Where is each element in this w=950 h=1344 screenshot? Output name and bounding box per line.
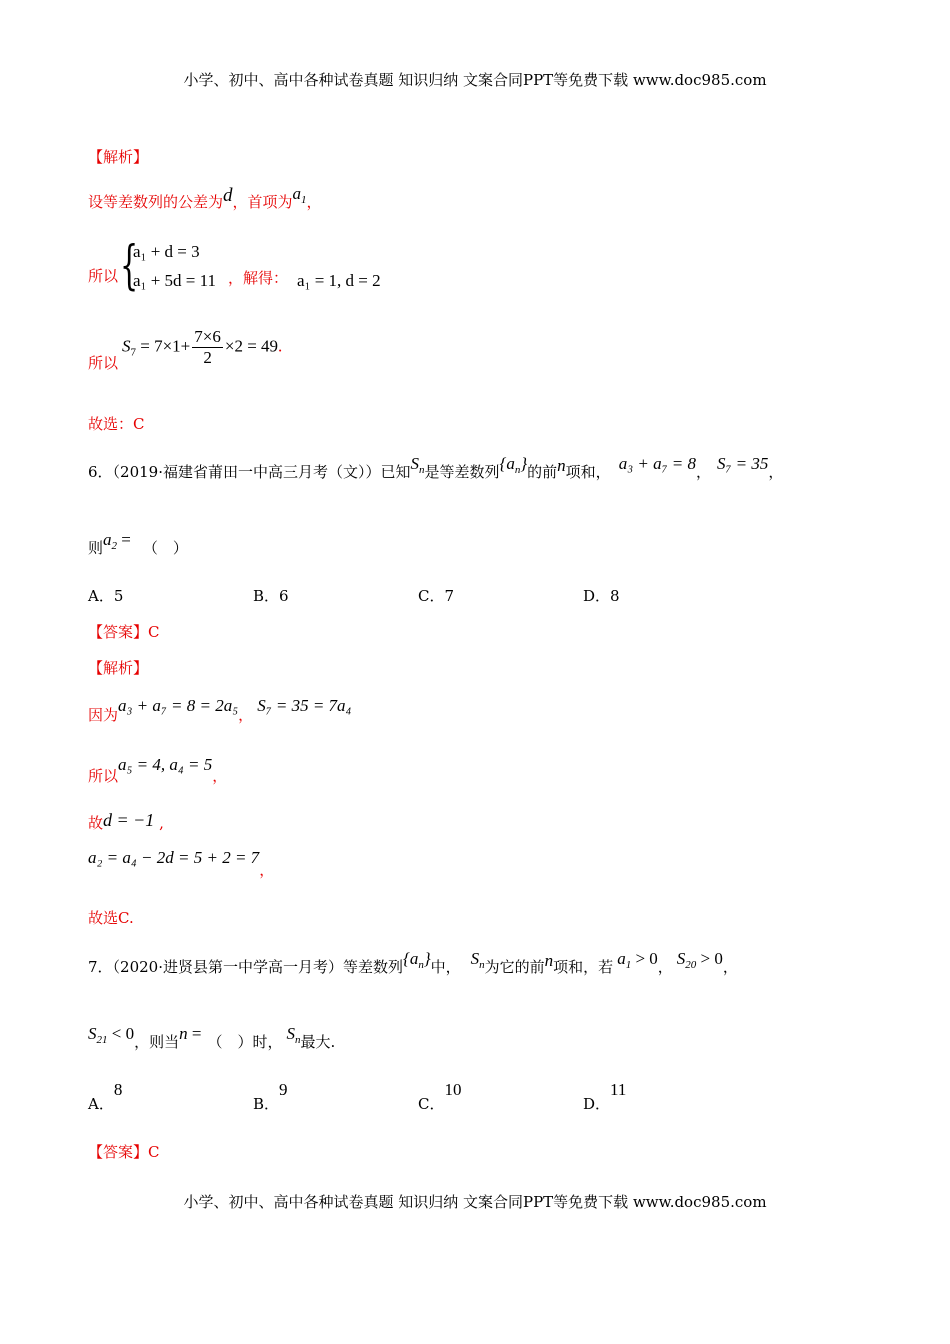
q6-sol1-eq2: S₇ = 35 = 7a₄ [257,696,352,715]
q7-line2-blank: （ ）时， [207,1033,283,1051]
q5-line1-mid: ，首项为 [232,193,293,211]
q6-option-a: A．5 [88,587,124,605]
q5-line1 [88,184,322,212]
q7-text4: 项和，若 [553,958,614,976]
system-eq1: a₁ + d = 3 [133,242,200,261]
q7-text2: 中， [430,958,461,976]
page-footer: 小学、初中、高中各种试卷真题 知识归纳 文案合同PPT等免费下载 www.doc985.com [183,1193,767,1211]
q6-sol2-pre: 所以 [88,767,119,785]
system-brace: { [120,236,139,296]
q6-sol2: 所以a₅ = 4, a₄ = 5， [88,755,228,785]
q6-answer-value: C [148,623,160,641]
q6-cond1: a₃ + a₇ = 8 [618,454,696,473]
q6-text2: 是等差数列 [424,463,500,481]
q5-choice: 故选：C [88,415,145,433]
q6-sol4-eq: a₂ = a₄ − 2d = 5 + 2 = 7 [88,848,260,867]
q6-line2-pre: 则 [88,539,104,557]
q6-sol1: 因为a₃ + a₇ = 8 = 2a₅， S₇ = 35 = 7a₄ [88,696,352,724]
q5-line1-post: ， [306,193,322,211]
q7-answer [88,1142,160,1162]
q7-option-c: C．10 [418,1080,462,1113]
var-d: d [223,185,233,206]
q6-sol1-pre: 因为 [88,706,119,724]
q6-option-b: B．6 [253,587,289,605]
page-header: 小学、初中、高中各种试卷真题 知识归纳 文案合同PPT等免费下载 www.doc985.com [183,71,767,89]
q6-answer [88,622,160,642]
s7-numerator: 7×6 [194,327,221,346]
q5-s7-formula: $S_7 = 7\times 1+$ $\frac{7\times 6}{2}$ ×2 = 49. [122,327,283,367]
q6-stem-line2: 则$a_2$ = （ ） [88,530,188,557]
q6-option-c: C．7 [418,587,455,605]
q5-eq-prefix: 所以 [88,267,119,285]
q7-text1: 等差数列 [343,958,404,976]
q7-source: （2020·进贤县第一中学高一月考） [112,958,343,976]
q7-option-a: A．8 [88,1080,123,1113]
q7-option-b-value: 9 [279,1080,288,1099]
system-eq2: a₁ + 5d = 11 [133,271,217,290]
q6-sol4: a₂ = a₄ − 2d = 5 + 2 = 7， [88,848,275,879]
q6-analysis-label: 【解析】 [88,659,149,677]
var-a1: $a_1$ [292,184,307,206]
q6-sol2-eq: a₅ = 4, a₄ = 5 [118,755,213,774]
q6-sol3-pre: 故 [88,814,104,832]
q7-answer-label: 【答案】 [88,1143,149,1161]
analysis-label: 【解析】 [88,148,149,166]
q6-answer-label: 【答案】 [88,623,149,641]
q6-text1: 已知 [380,463,411,481]
q6-choice: 故选C. [88,909,134,927]
q7-option-d-value: 11 [610,1080,627,1099]
q7-line2-end: 最大. [300,1033,336,1051]
q6-option-d: D．8 [583,587,620,605]
q5-solve-label: ，解得： [228,269,289,287]
s7-fraction [192,327,223,368]
q6-stem-line1: 6．（2019·福建省莆田一中高三月考（文））已知$S_n$是等差数列$\{a_n\}$的前n项和， a₃ + a₇ = 8， S₇ = 35， [88,454,784,481]
q7-text3: 为它的前 [484,958,545,976]
q5-line1-pre: 设等差数列的公差为 [88,193,224,211]
s7-result: ×2 = 49 [224,336,279,356]
q6-number: 6． [88,463,113,481]
q6-text4: 项和， [565,463,611,481]
s7-denominator: 2 [203,348,212,367]
q7-option-a-value: 8 [113,1080,123,1099]
q6-cond2: S₇ = 35 [716,454,769,473]
q6-sol3-eq: d = −1 [103,810,155,830]
q7-option-c-value: 10 [444,1080,462,1099]
q7-number: 7． [88,958,113,976]
q7-option-b: B．9 [253,1080,288,1113]
q5-s7-prefix: 所以 [88,354,119,372]
q7-option-d: D．11 [583,1080,627,1113]
q6-blank: （ ） [142,539,188,557]
q7-stem-line2: $S_{21} < 0$，则当n = （ ）时， $S_n$最大. [88,1024,336,1051]
q7-stem-line1: 7．（2020·进贤县第一中学高一月考）等差数列$\{a_n\}$中， $S_n$为它的前n项和，若 $a_1 > 0$， $S_{20} > 0$， [88,949,738,976]
q7-line2-mid: ，则当 [134,1033,180,1051]
q6-source: （2019·福建省莆田一中高三月考（文）） [112,463,381,481]
q6-text3: 的前 [527,463,558,481]
q6-sol1-eq1: a₃ + a₇ = 8 = 2a₅ [118,696,239,715]
q6-sol3: 故d = −1 , [88,810,164,832]
q7-answer-value: C [148,1143,160,1161]
q5-solve-result: a₁ = 1, d = 2 [297,271,381,290]
